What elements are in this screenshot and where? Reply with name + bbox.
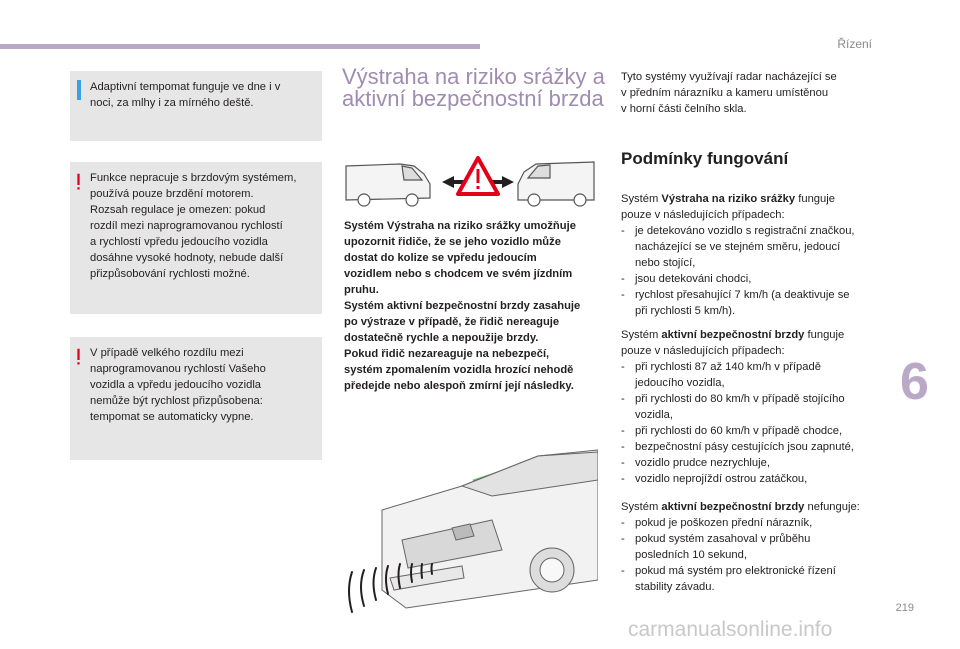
list-item: - rychlost přesahující 7 km/h (a deaktivuje se při rychlosti 5 km/h). bbox=[621, 287, 886, 319]
list-item: - jsou detekováni chodci, bbox=[621, 271, 886, 287]
warning-line: nemůže být rychlost přizpůsobena: bbox=[90, 395, 263, 407]
warning-line: dosáhne vysoké hodnoty, nebude další bbox=[90, 252, 284, 264]
text-run: Systém bbox=[621, 329, 662, 341]
text-line: systém zpomalením vozidla hrozící nehodě bbox=[344, 364, 574, 376]
warning-line: a rychlostí vpředu jedoucího vozidla bbox=[90, 236, 268, 248]
text-run: funguje bbox=[804, 329, 845, 341]
warning-line: tempomat se automaticky vypne. bbox=[90, 411, 254, 423]
text-line: po výstraze v případě, že řidič nereaguje bbox=[344, 316, 560, 328]
warning-line: V případě velkého rozdílu mezi bbox=[90, 347, 244, 359]
text-line: předejde nebo alespoň zmírní její následky. bbox=[344, 380, 574, 392]
warning-line: naprogramovanou rychlostí Vašeho bbox=[90, 363, 266, 375]
warning-line: vozidla a vpředu jedoucího vozidla bbox=[90, 379, 262, 391]
intro-line: Tyto systémy využívají radar nacházející se bbox=[621, 71, 837, 83]
text-line: Systém Výstraha na riziko srážky umožňuje bbox=[344, 220, 576, 232]
list-item: - bezpečnostní pásy cestujících jsou zapnuté, bbox=[621, 439, 886, 455]
info-line: Adaptivní tempomat funguje ve dne i v bbox=[90, 81, 281, 93]
warning-line: Rozsah regulace je omezen: pokud bbox=[90, 204, 266, 216]
warning-line: používá pouze brzdění motorem. bbox=[90, 188, 254, 200]
header-accent-bar bbox=[0, 44, 480, 49]
block-intro-line: pouze v následujících případech: bbox=[621, 209, 785, 221]
heading-line: Výstraha na riziko srážky a bbox=[342, 64, 605, 89]
warning-line: Funkce nepracuje s brzdovým systémem, bbox=[90, 172, 297, 184]
bold-term: Výstraha na riziko srážky bbox=[661, 193, 796, 205]
block-intro-line: pouze v následujících případech: bbox=[621, 345, 785, 357]
text-line: upozornit řidiče, že se jeho vozidlo může bbox=[344, 236, 561, 248]
section-heading bbox=[342, 66, 612, 110]
condition-list bbox=[621, 359, 886, 487]
text-run: nefunguje: bbox=[804, 501, 860, 513]
conditions-column bbox=[621, 69, 886, 595]
list-item: - vozidlo prudce nezrychluje, bbox=[621, 455, 886, 471]
text-run: Systém bbox=[621, 193, 662, 205]
condition-list bbox=[621, 515, 886, 595]
intro-line: v předním nárazníku a kameru umístěnou bbox=[621, 87, 829, 99]
description-text bbox=[344, 218, 604, 394]
section-title: Řízení bbox=[837, 37, 872, 51]
info-icon bbox=[77, 80, 81, 100]
list-item: - pokud systém zasahoval v průběhu posledních 10 sekund, bbox=[621, 531, 886, 563]
bold-term: aktivní bezpečnostní brzdy bbox=[661, 501, 805, 513]
block-intro bbox=[621, 499, 886, 515]
text-line: Pokud řidič nezareaguje na nebezpečí, bbox=[344, 348, 550, 360]
list-item: - pokud má systém pro elektronické řízení stability závadu. bbox=[621, 563, 886, 595]
collision-warning-illustration bbox=[342, 152, 598, 214]
text-line: pruhu. bbox=[344, 284, 379, 296]
block-intro bbox=[621, 327, 886, 343]
info-line: noci, za mlhy i za mírného deště. bbox=[90, 97, 254, 109]
text-line: dostatečně rychle a nepoužije brzdy. bbox=[344, 332, 539, 344]
chapter-number: 6 bbox=[900, 353, 929, 411]
heading-line: aktivní bezpečnostní brzda bbox=[342, 86, 604, 111]
bold-term: aktivní bezpečnostní brzdy bbox=[661, 329, 805, 341]
warning-line: rozdíl mezi naprogramovanou rychlostí bbox=[90, 220, 283, 232]
warning-icon bbox=[77, 171, 80, 193]
warning-icon bbox=[77, 346, 80, 368]
text-line: Systém aktivní bezpečnostní brzdy zasahuje bbox=[344, 300, 581, 312]
condition-list bbox=[621, 223, 886, 319]
text-line: vozidlem nebo s chodcem ve svém jízdním bbox=[344, 268, 573, 280]
conditions-heading: Podmínky fungování bbox=[621, 149, 789, 168]
radar-camera-illustration bbox=[342, 440, 598, 620]
list-item: - pokud je poškozen přední nárazník, bbox=[621, 515, 886, 531]
warning-box bbox=[70, 162, 322, 314]
block-intro bbox=[621, 191, 886, 207]
page-number: 219 bbox=[895, 602, 914, 614]
intro-line: v horní části čelního skla. bbox=[621, 103, 747, 115]
watermark: carmanualsonline.info bbox=[628, 618, 833, 641]
warning-box bbox=[70, 337, 322, 460]
list-item: - při rychlosti do 80 km/h v případě stojícího vozidla, bbox=[621, 391, 886, 423]
warning-line: přizpůsobování rychlosti možné. bbox=[90, 268, 250, 280]
info-box bbox=[70, 71, 322, 141]
list-item: - při rychlosti 87 až 140 km/h v případě jedoucího vozidla, bbox=[621, 359, 886, 391]
list-item: - vozidlo neprojíždí ostrou zatáčkou, bbox=[621, 471, 886, 487]
list-item: - při rychlosti do 60 km/h v případě chodce, bbox=[621, 423, 886, 439]
list-item: - je detekováno vozidlo s registrační značkou, nacházející se ve stejném směru, jedoucí nebo stojící, bbox=[621, 223, 886, 271]
text-line: dostat do kolize se vpředu jedoucím bbox=[344, 252, 537, 264]
text-run: Systém bbox=[621, 501, 662, 513]
text-run: funguje bbox=[795, 193, 835, 205]
